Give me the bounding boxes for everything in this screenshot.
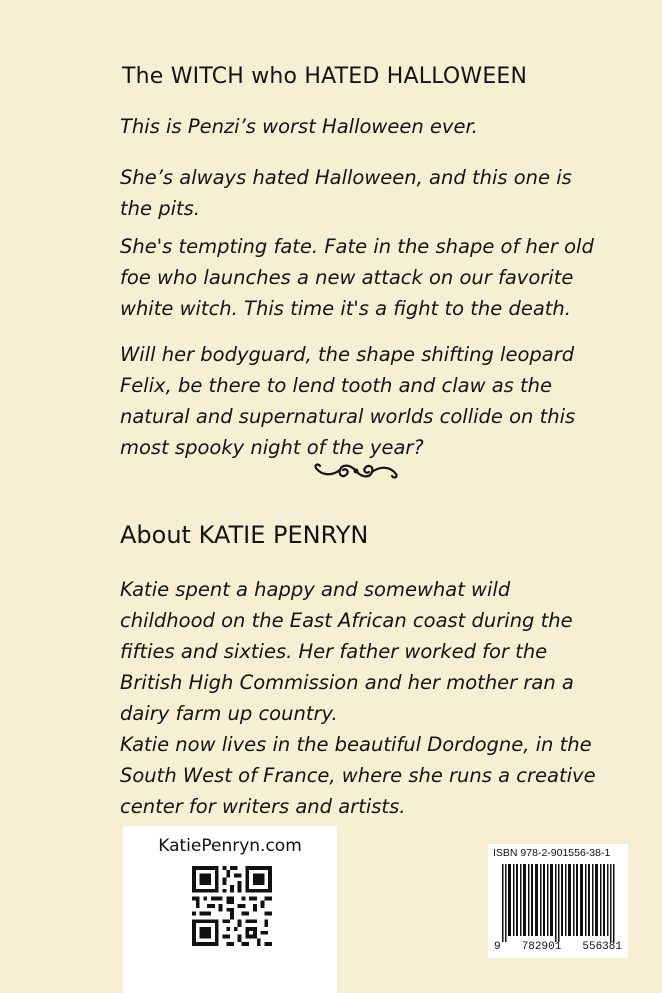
bio-line: center for writers and artists. [120,795,406,818]
bio-line: South West of France, where she runs a creative [120,764,596,787]
bio-line: Katie now lives in the beautiful Dordogne, in the [120,733,592,756]
blurb-line: This is Penzi’s worst Halloween ever. [120,115,478,138]
bio-line: childhood on the East African coast during the [120,609,573,632]
blurb-line: white witch. This time it's a fight to the death. [120,297,571,320]
barcode-digit-group: 556381 [582,941,622,953]
bio-line: fifties and sixties. Her father worked for the [120,640,548,663]
blurb-line: foe who launches a new attack on our favorite [120,266,574,289]
blurb-line: Felix, be there to lend tooth and claw as the [120,374,553,397]
author-bio [120,574,640,822]
blurb-paragraph-4 [120,339,640,463]
bio-line: dairy farm up country. [120,702,338,725]
blurb-paragraph-1 [120,111,640,142]
barcode-digits [494,941,622,953]
blurb-line: She's tempting fate. Fate in the shape of her old [120,235,594,258]
bio-line: Katie spent a happy and somewhat wild [120,578,511,601]
blurb-paragraph-3 [120,231,640,324]
blurb-line: the pits. [120,197,200,220]
blurb-line: Will her bodyguard, the shape shifting leopard [120,343,575,366]
blurb-line: natural and supernatural worlds collide on this [120,405,576,428]
website-qr-panel [123,826,337,993]
barcode-digit-group: 782901 [521,941,562,953]
blurb-line: most spooky night of the year? [120,436,424,459]
website-url[interactable]: KatiePenryn.com [158,836,302,856]
barcode-digit-group: 9 [494,941,501,953]
qr-code-icon[interactable] [192,866,272,946]
book-title: The WITCH who HATED HALLOWEEN [122,64,528,89]
blurb-line: She’s always hated Halloween, and this one is [120,166,572,189]
bio-line: British High Commission and her mother ran a [120,671,574,694]
isbn-barcode-panel [488,844,628,958]
flourish-ornament-icon [310,456,402,486]
about-heading: About KATIE PENRYN [120,521,369,549]
isbn-label: ISBN 978-2-901556-38-1 [493,847,611,859]
barcode-icon [494,864,622,942]
blurb-paragraph-2 [120,162,640,224]
